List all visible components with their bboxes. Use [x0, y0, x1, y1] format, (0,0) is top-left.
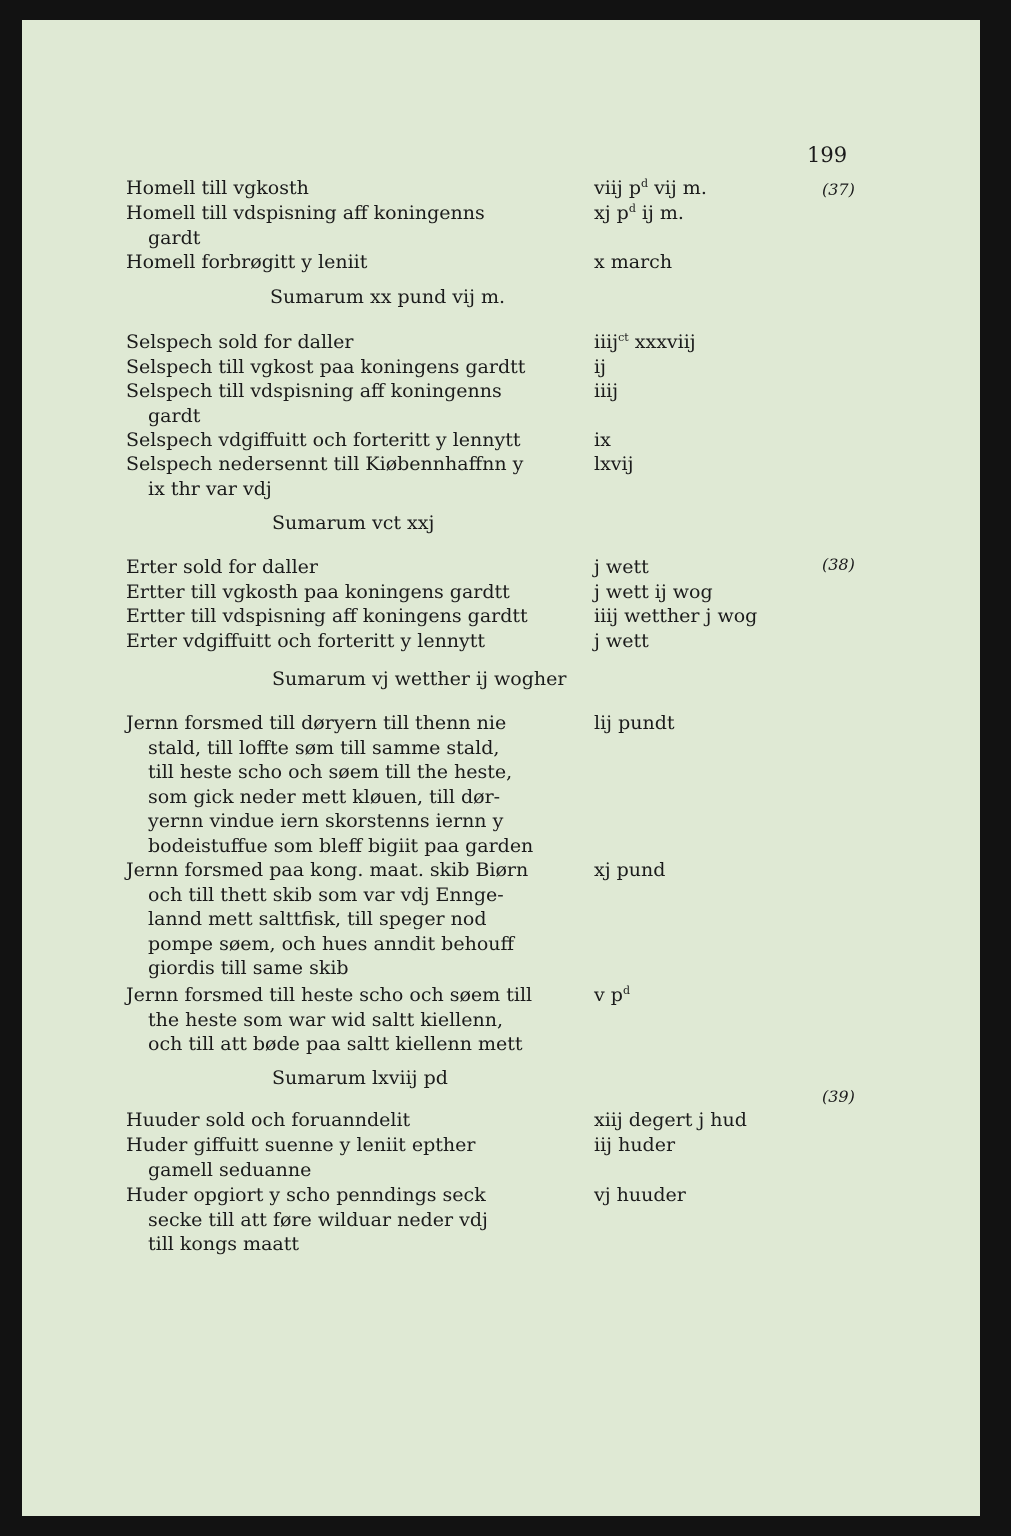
entry-amount: j wett — [594, 630, 649, 652]
entry-amount: x march — [594, 251, 673, 273]
sumarum-total: Sumarum lxviij pd — [272, 1067, 448, 1089]
entry-description: Selspech nedersennt till Kiøbennhaffnn y ix thr var vdj — [126, 453, 524, 500]
entry-description: Huuder sold och foruanndelit — [126, 1109, 411, 1131]
entry-description: Selspech sold for daller — [126, 331, 354, 353]
entry-amount: lij pundt — [594, 712, 675, 734]
entry-amount: j wett ij wog — [594, 581, 713, 603]
entry-amount: xj $p^d$ ij m. — [594, 202, 684, 224]
marginal-note-37: (37) — [822, 180, 855, 199]
entry-amount: vj huuder — [594, 1184, 686, 1206]
entry-description: Erter sold for daller — [126, 556, 318, 578]
entry-description: Selspech till vgkost paa koningens gardtt — [126, 356, 526, 378]
entry-description: Huder opgiort y scho penndings seck secke till att føre wilduar neder vdj till kongs maatt — [126, 1184, 488, 1255]
entry-description: Selspech vdgiffuitt och forteritt y lennytt — [126, 429, 521, 451]
entry-description: Ertter till vdspisning aff koningens gardtt — [126, 605, 528, 627]
sumarum-total: Sumarum xx pund vij m. — [270, 286, 506, 308]
entry-description: Selspech till vdspisning aff koningenns gardt — [126, 380, 502, 427]
entry-amount: iiij wetther j wog — [594, 605, 758, 627]
entry-amount: xj pund — [594, 859, 666, 881]
entry-amount: j wett — [594, 556, 649, 578]
entry-amount: lxvij — [594, 453, 634, 475]
entry-description: Homell till vgkosth — [126, 177, 309, 199]
entry-description: Huder giffuitt suenne y leniit epther gamell seduanne — [126, 1134, 476, 1181]
entry-amount: ix — [594, 429, 611, 451]
entry-description: Homell till vdspisning aff koningenns gardt — [126, 202, 485, 249]
entry-amount: iiij$^{ct}$ xxxviij — [594, 331, 696, 353]
entry-amount: iij huder — [594, 1134, 676, 1156]
page-number: 199 — [807, 143, 848, 167]
sumarum-total: Sumarum vj wetther ij wogher — [272, 668, 567, 690]
entry-description: Jernn forsmed paa kong. maat. skib Biørn och till thett skib som var vdj Ennge- lannd mett salttfisk, till speger nod pompe søem, och hues anndit behouff giordis till same skib — [126, 859, 529, 979]
entry-description: Jernn forsmed till heste scho och søem till the heste som war wid saltt kiellenn, och till att bøde paa saltt kiellenn mett — [126, 984, 533, 1055]
entry-amount: v $p^d$ — [594, 984, 630, 1006]
entry-description: Jernn forsmed till døryern till thenn nie stald, till loffte søm till samme stald, till heste scho och søem till the heste, som gick neder mett kløuen, till dør- yernn vindue iern skorstenns iernn y bodeistuffue som bleff bigiit paa garden — [126, 712, 534, 857]
entry-amount: iiij — [594, 380, 619, 402]
entry-amount: ij — [594, 356, 606, 378]
marginal-note-38: (38) — [822, 555, 855, 574]
entry-amount: xiij degert j hud — [594, 1109, 747, 1131]
entry-description: Erter vdgiffuitt och forteritt y lennytt — [126, 630, 486, 652]
entry-amount: viij $p^d$ vij m. — [594, 177, 707, 199]
entry-description: Homell forbrøgitt y leniit — [126, 251, 368, 273]
sumarum-total: Sumarum vct xxj — [272, 512, 435, 534]
entry-description: Ertter till vgkosth paa koningens gardtt — [126, 581, 510, 603]
marginal-note-39: (39) — [822, 1087, 855, 1106]
